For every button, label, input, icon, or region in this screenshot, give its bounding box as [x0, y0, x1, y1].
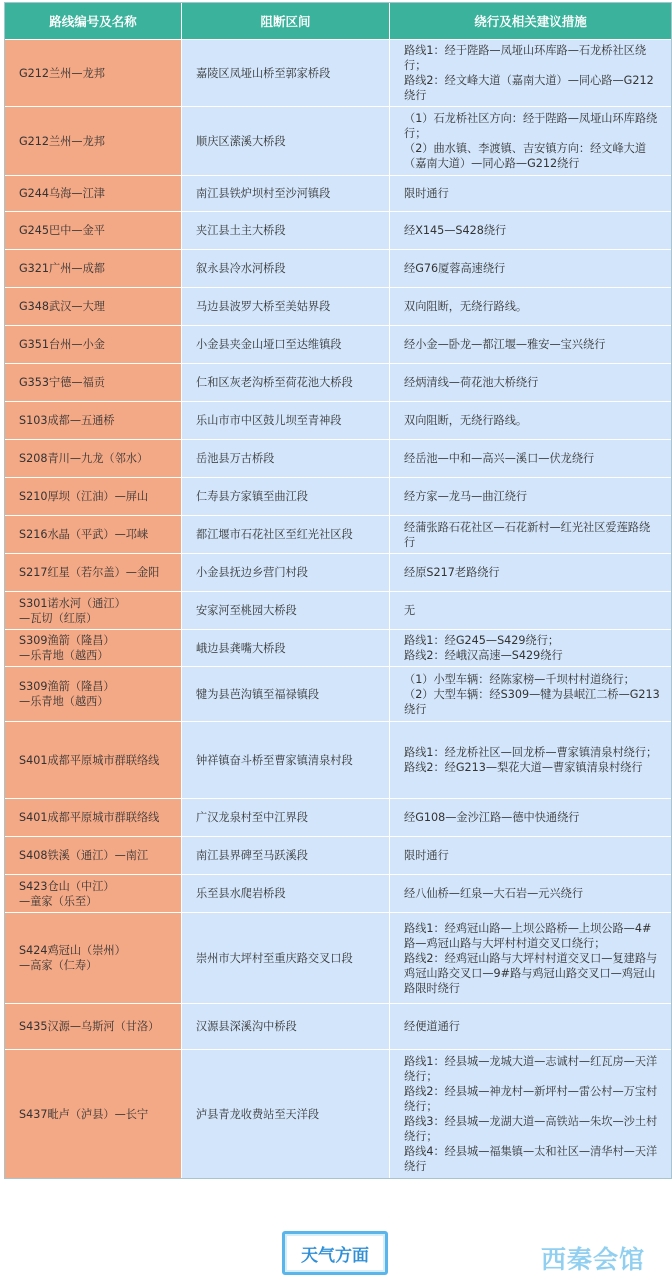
route-cell-text: G245巴中—金平: [19, 224, 105, 237]
table-row: [5, 874, 671, 912]
section-cell: [182, 554, 390, 591]
route-cell-text: S103成都—五通桥: [19, 414, 115, 427]
route-cell: [5, 212, 182, 249]
detour-cell: [390, 364, 671, 401]
route-cell: [5, 516, 182, 553]
table-row: [5, 798, 671, 836]
section-cell: [182, 440, 390, 477]
detour-cell-text: 路线1：经县城—龙城大道—志诚村—红瓦房—天洋绕行； 路线2：经县城—神龙村—新坪村—雷公村—万宝村绕行； 路线3：经县城—龙湖大道—高铁站—朱坎—沙土村绕行； 路线4：经县城—福集镇—太和社区—清华村—天洋绕行: [404, 1055, 658, 1173]
section-cell-text: 汉源县深溪沟中桥段: [196, 1020, 297, 1033]
section-cell-text: 小金县抚边乡营门村段: [196, 566, 308, 579]
detour-cell: [390, 667, 671, 721]
route-cell: [5, 478, 182, 515]
detour-cell-text: 经原S217老路绕行: [404, 566, 500, 579]
section-cell: [182, 1004, 390, 1049]
section-cell: [182, 875, 390, 912]
route-cell-text: S216水晶（平武）—邛崃: [19, 528, 149, 541]
detour-cell-text: 经G108—金沙江路—德中快通绕行: [404, 811, 580, 824]
route-cell-text: G348武汉—大理: [19, 300, 105, 313]
detour-cell-text: 经八仙桥—红泉—大石岩—元兴绕行: [404, 887, 584, 900]
table-row: [5, 591, 671, 629]
section-cell: [182, 364, 390, 401]
table-body: [5, 39, 671, 1178]
route-cell: [5, 107, 182, 175]
table-row: [5, 912, 671, 1003]
section-cell: [182, 837, 390, 874]
section-cell: [182, 250, 390, 287]
route-cell: [5, 176, 182, 211]
section-cell-text: 崇州市大坪村至重庆路交叉口段: [196, 951, 353, 965]
table-row: [5, 211, 671, 249]
section-cell: [182, 212, 390, 249]
detour-cell-text: 经炳清线—荷花池大桥绕行: [404, 376, 539, 389]
detour-cell-text: 路线1：经鸡冠山路—上坝公路桥—上坝公路—4#路—鸡冠山路与大坪村村道交叉口绕行； 路线2：经鸡冠山路与大坪村村道交叉口—复建路与鸡冠山路交叉口—9#路与鸡冠山路交叉口—鸡冠山路限时绕行: [404, 921, 658, 995]
section-cell-text: 泸县青龙收费站至天洋段: [196, 1107, 320, 1121]
section-cell: [182, 667, 390, 721]
weather-section-button[interactable]: 天气方面: [282, 1231, 388, 1275]
section-cell: [182, 478, 390, 515]
detour-cell-text: （1）石龙桥社区方向：经于陛路—凤垭山环库路绕行； （2）曲水镇、李渡镇、吉安镇方向：经文峰大道（嘉南大道）—同心路—G212绕行: [404, 112, 658, 170]
section-cell-text: 叙永县冷水河桥段: [196, 262, 286, 275]
detour-cell: [390, 722, 671, 798]
detour-cell-text: 经岳池—中和—高兴—溪口—伏龙绕行: [404, 452, 595, 465]
section-cell-text: 仁和区灰老沟桥至荷花池大桥段: [196, 376, 353, 389]
section-cell: [182, 592, 390, 629]
route-cell-text: S301诺水河（通江） —瓦切（红原）: [19, 596, 126, 625]
table-header: [5, 3, 671, 39]
detour-cell: [390, 875, 671, 912]
route-cell-text: G353宁德—福贡: [19, 376, 105, 389]
route-cell: [5, 875, 182, 912]
section-cell-text: 岳池县万古桥段: [196, 452, 275, 465]
detour-cell-text: 路线1：经龙桥社区—回龙桥—曹家镇清泉村绕行； 路线2：经G213—梨花大道—曹家镇清泉村绕行: [404, 746, 658, 774]
section-cell: [182, 630, 390, 666]
route-cell: [5, 913, 182, 1003]
detour-cell: [390, 1004, 671, 1049]
route-cell-text: S401成都平原城市群联络线: [19, 753, 160, 767]
detour-cell: [390, 212, 671, 249]
section-cell: [182, 1050, 390, 1178]
table-row: [5, 629, 671, 666]
table-row: [5, 477, 671, 515]
route-cell-text: S309渔箭（隆昌） —乐青地（越西）: [19, 634, 115, 662]
detour-cell-text: 路线1：经G245—S429绕行； 路线2：经峨汉高速—S429绕行: [404, 634, 563, 662]
table-row: [5, 175, 671, 211]
section-cell: [182, 40, 390, 106]
route-cell-text: G321广州—成都: [19, 262, 105, 275]
route-cell-text: G212兰州—龙邦: [19, 134, 105, 148]
section-cell-text: 嘉陵区凤垭山桥至郭家桥段: [196, 66, 331, 80]
section-cell: [182, 799, 390, 836]
detour-cell-text: 经小金—卧龙—都江堰—雅安—宝兴绕行: [404, 338, 606, 351]
detour-cell: [390, 40, 671, 106]
detour-cell-text: 经方家—龙马—曲江绕行: [404, 490, 528, 503]
route-cell: [5, 288, 182, 325]
route-cell: [5, 554, 182, 591]
route-cell-text: S210厚坝（江油）—屏山: [19, 490, 149, 503]
detour-cell: [390, 554, 671, 591]
table-row: [5, 515, 671, 553]
table-row: [5, 401, 671, 439]
route-cell: [5, 364, 182, 401]
section-cell: [182, 176, 390, 211]
detour-cell-text: 无: [404, 604, 416, 617]
route-cell: [5, 667, 182, 721]
route-cell-text: G351台州—小金: [19, 338, 105, 351]
section-cell-text: 钟祥镇奋斗桥至曹家镇清泉村段: [196, 753, 353, 767]
table-row: [5, 325, 671, 363]
detour-cell-text: （1）小型车辆：经陈家榜—千坝村村道绕行； （2）大型车辆：经S309—犍为县岷江二桥—G213绕行: [404, 672, 660, 716]
section-cell: [182, 722, 390, 798]
detour-cell: [390, 107, 671, 175]
detour-cell-text: 限时通行: [404, 849, 449, 862]
section-cell: [182, 107, 390, 175]
detour-cell: [390, 326, 671, 363]
detour-cell: [390, 288, 671, 325]
detour-cell: [390, 913, 671, 1003]
route-cell-text: S424鸡冠山（崇州） —高家（仁寿）: [19, 944, 126, 972]
route-cell: [5, 40, 182, 106]
detour-cell-text: 经蒲张路石花社区—石花新村—红光社区爱莲路绕行: [404, 520, 651, 549]
section-cell-text: 安家河至桃园大桥段: [196, 604, 297, 617]
section-cell-text: 小金县夹金山垭口至达维镇段: [196, 338, 342, 351]
detour-cell: [390, 592, 671, 629]
detour-cell-text: 经G76厦蓉高速绕行: [404, 262, 506, 275]
route-cell: [5, 837, 182, 874]
section-cell-text: 仁寿县方家镇至曲江段: [196, 490, 308, 503]
detour-cell: [390, 516, 671, 553]
detour-cell: [390, 250, 671, 287]
route-cell: [5, 326, 182, 363]
route-cell-text: G212兰州—龙邦: [19, 66, 105, 80]
route-cell-text: S408铁溪（通江）—南江: [19, 849, 149, 862]
table-row: [5, 666, 671, 721]
detour-cell: [390, 799, 671, 836]
table-row: [5, 39, 671, 106]
detour-cell: [390, 176, 671, 211]
section-cell-text: 乐至县水爬岩桥段: [196, 887, 286, 900]
table-row: [5, 249, 671, 287]
detour-cell-text: 限时通行: [404, 187, 449, 200]
table-row: [5, 553, 671, 591]
section-cell: [182, 402, 390, 439]
detour-cell-text: 路线1：经于陛路—凤垭山环库路—石龙桥社区绕行； 路线2：经文峰大道（嘉南大道）—同心路—G212绕行: [404, 44, 654, 102]
section-cell: [182, 326, 390, 363]
header-route: 路线编号及名称: [5, 3, 182, 39]
detour-cell-text: 双向阻断，无绕行路线。: [404, 414, 528, 427]
route-cell: [5, 250, 182, 287]
section-cell-text: 夹江县土主大桥段: [196, 224, 286, 237]
detour-cell: [390, 478, 671, 515]
section-cell-text: 南江县界碑至马跃溪段: [196, 849, 308, 862]
road-closure-table: [4, 2, 672, 1179]
watermark-logo: 西秦会馆: [541, 1245, 646, 1274]
section-cell-text: 马边县波罗大桥至美姑界段: [196, 300, 331, 313]
route-cell-text: S217红星（若尔盖）—金阳: [19, 566, 160, 579]
route-cell: [5, 440, 182, 477]
detour-cell-text: 双向阻断，无绕行路线。: [404, 300, 528, 313]
table-row: [5, 721, 671, 798]
route-cell: [5, 402, 182, 439]
table-row: [5, 439, 671, 477]
header-detour: 绕行及相关建议措施: [474, 14, 587, 29]
table-row: [5, 363, 671, 401]
route-cell-text: S437毗卢（泸县）—长宁: [19, 1107, 149, 1121]
route-cell: [5, 722, 182, 798]
section-cell-text: 顺庆区潆溪大桥段: [196, 134, 286, 148]
section-cell-text: 都江堰市石花社区至红光社区段: [196, 528, 353, 541]
header-section: 阻断区间: [182, 3, 390, 39]
route-cell: [5, 1004, 182, 1049]
detour-cell-text: 经X145—S428绕行: [404, 224, 507, 237]
section-cell: [182, 516, 390, 553]
section-cell-text: 犍为县芭沟镇至福禄镇段: [196, 687, 320, 701]
table-row: [5, 1049, 671, 1178]
detour-cell: [390, 630, 671, 666]
route-cell: [5, 1050, 182, 1178]
table-row: [5, 106, 671, 175]
section-cell-text: 南江县铁炉坝村至沙河镇段: [196, 187, 331, 200]
section-cell: [182, 913, 390, 1003]
table-row: [5, 1003, 671, 1049]
route-cell: [5, 799, 182, 836]
route-cell: [5, 630, 182, 666]
route-cell-text: S423仓山（中江） —童家（乐至）: [19, 879, 115, 908]
table-row: [5, 287, 671, 325]
section-cell-text: 乐山市市中区鼓儿坝至青神段: [196, 414, 342, 427]
table-row: [5, 836, 671, 874]
section-cell-text: 广汉龙泉村至中江界段: [196, 811, 308, 824]
section-cell: [182, 288, 390, 325]
route-cell: [5, 592, 182, 629]
route-cell-text: S401成都平原城市群联络线: [19, 811, 160, 824]
detour-cell: [390, 402, 671, 439]
detour-cell: [390, 837, 671, 874]
route-cell-text: S309渔箭（隆昌） —乐青地（越西）: [19, 680, 115, 708]
route-cell-text: G244乌海—江津: [19, 187, 105, 200]
route-cell-text: S208青川—九龙（邻水）: [19, 452, 149, 465]
section-cell-text: 峨边县龚嘴大桥段: [196, 641, 286, 655]
detour-cell: [390, 440, 671, 477]
detour-cell-text: 经便道通行: [404, 1020, 460, 1033]
route-cell-text: S435汉源—乌斯河（甘洛）: [19, 1020, 160, 1033]
detour-cell: [390, 1050, 671, 1178]
